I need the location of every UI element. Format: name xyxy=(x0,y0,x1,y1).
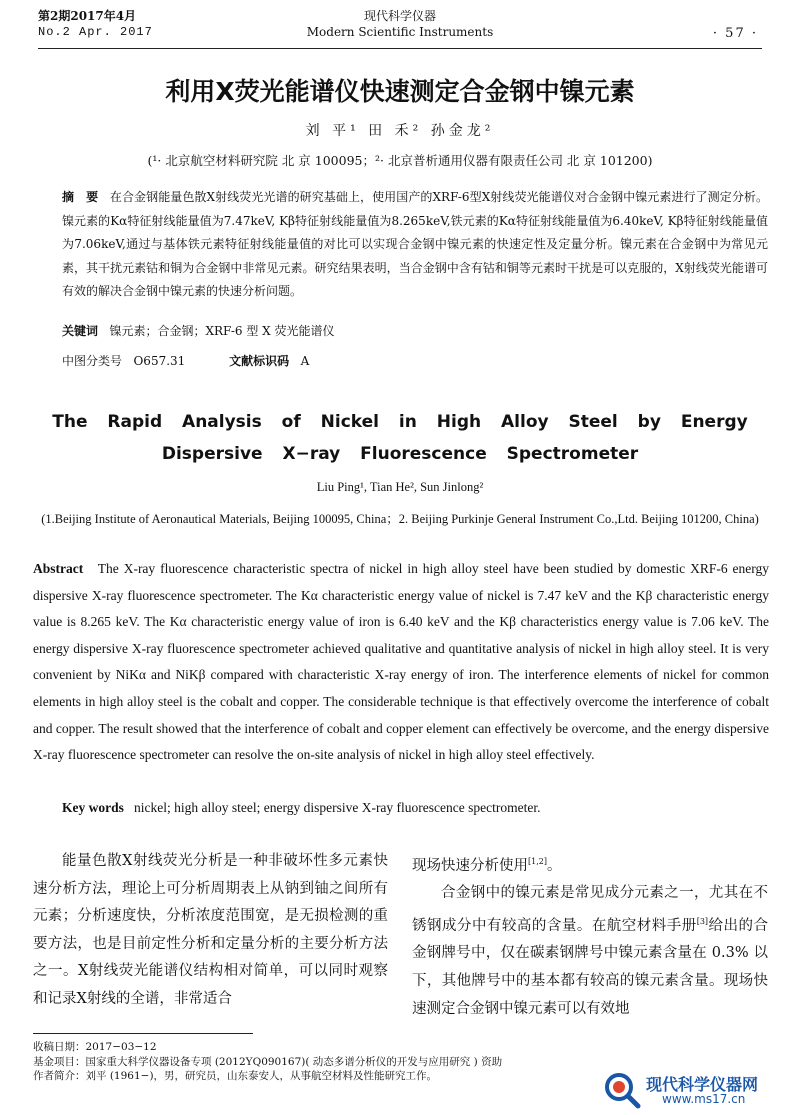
header-rule xyxy=(38,48,762,49)
footnote-rule xyxy=(33,1033,253,1034)
abstract-en-label: Abstract xyxy=(33,561,84,576)
abstract-cn xyxy=(62,186,768,304)
magnifier-logo-icon xyxy=(602,1070,642,1110)
authors-en: Liu Ping¹, Tian He², Sun Jinlong² xyxy=(316,480,484,494)
keywords-cn xyxy=(62,322,335,339)
body-right-para1 xyxy=(412,848,768,880)
page-number: · 57 · xyxy=(712,26,758,41)
abstract-en xyxy=(33,556,769,769)
affiliations-cn: (¹· 北京航空材料研究院 北 京 100095；²· 北京普析通用仪器有限责任公司 北 京 101200) xyxy=(147,153,653,168)
affiliations-en: (1.Beijing Institute of Aeronautical Materials, Beijing 100095, China；2. Beijing Purkinje General Instrument Co.,Ltd. Beijing 101200, China) xyxy=(41,512,759,526)
watermark-logo xyxy=(602,1070,792,1110)
para2-text-a: 合金钢中的镍元素是常见成分元素之一，尤其在不锈钢成分中有较高的含量。在航空材料手册 xyxy=(412,885,768,934)
ref-3: [3] xyxy=(696,917,709,927)
watermark-url: www.ms17.cn xyxy=(662,1092,746,1106)
header-issue xyxy=(38,8,153,40)
classification-cn xyxy=(62,352,309,369)
authors-cn: 刘 平¹ 田 禾² 孙金龙² xyxy=(305,123,495,139)
issue-cn: 第2期2017年4月 xyxy=(38,9,137,23)
keywords-cn-label: 关键词 xyxy=(62,324,99,338)
keywords-en-label: Key words xyxy=(62,800,124,815)
keywords-en-text: nickel; high alloy steel; energy dispersive X-ray fluorescence spectrometer. xyxy=(134,800,541,815)
para1-text: 现场快速分析使用 xyxy=(412,857,528,874)
clc-label: 中图分类号 xyxy=(62,354,123,368)
title-cn: 利用X荧光能谱仪快速测定合金钢中镍元素 xyxy=(165,77,635,106)
body-right-para2 xyxy=(412,880,768,1023)
title-en: The Rapid Analysis of Nickel in High Alloy Steel by Energy Dispersive X−ray Fluorescence Spectrometer xyxy=(52,412,748,464)
clc-value: O657.31 xyxy=(133,354,186,368)
abstract-cn-label: 摘 要 xyxy=(62,190,99,204)
doc-code-value: A xyxy=(300,354,310,368)
issue-en: No.2 Apr. 2017 xyxy=(38,25,153,39)
journal-en: Modern Scientific Instruments xyxy=(306,25,494,39)
header-journal xyxy=(250,8,550,40)
footnote-received: 收稿日期：2017−03−12 xyxy=(33,1041,157,1053)
para1-end: 。 xyxy=(546,857,562,874)
ref-1-2: [1,2] xyxy=(528,857,547,866)
body-right-column xyxy=(412,848,768,1023)
footnote-fund: 基金项目：国家重大科学仪器设备专项 (2012YQ090167)( 动态多谱分析仪的开发与应用研究 ) 资助 xyxy=(33,1055,503,1068)
doc-code-label: 文献标识码 xyxy=(229,354,290,368)
para2-text-b: 给出的合金钢牌号中，仅在碳素钢牌号中镍元素含量在 0.3% 以下，其他牌号中的基本都有较高的镍元素含量。现场快速测定合金钢中镍元素可以有效地 xyxy=(412,917,769,1017)
journal-cn: 现代科学仪器 xyxy=(363,9,436,23)
keywords-cn-text: 镍元素；合金钢；XRF-6 型 X 荧光能谱仪 xyxy=(109,324,335,338)
abstract-cn-text: 在合金钢能量色散X射线荧光光谱的研究基础上，使用国产的XRF-6型X射线荧光能谱仪对合金钢中镍元素进行了测定分析。镍元素的Kα特征射线能量值为7.47keV, Kβ特征射线能量值为8.265keV,铁元素的Kα特征射线能量值为6.40keV, Kβ特征射线能量值为7.06keV,通过与基体铁元素特征射线能量值的对比可以实现合金钢中镍元素的快速定性及定量分析。镍元素在合金钢中为常见元素，其干扰元素钴和铜为合金钢中非常见元素。研究结果表明，当合金钢中含有钴和铜等元素时干扰是可以克服的，X射线荧光能谱可有效的解决合金钢中镍元素的快速分析问题。 xyxy=(62,190,768,298)
watermark-text: 现代科学仪器网 xyxy=(646,1075,759,1094)
keywords-en xyxy=(62,800,540,816)
abstract-en-text: The X-ray fluorescence characteristic spectra of nickel in high alloy steel have been studied by domestic XRF-6 energy dispersive X-ray fluorescence spectrometer. The Kα characteristic energy value of nickel is 7.47 keV and the Kβ characteristic energy value is 8.265 keV. The Kα characteristic energy value of iron is 6.40 keV and the Kβ characteristics energy value is 7.06 keV. The energy dispersive X-ray fluorescence spectrometer achieved qualitative and quantitative analysis of nickel in high alloy steel. It is very convenient by NiKα and NiKβ compared with characteristic X-ray energy of iron. The interference elements of nickel for common elements in high alloy steel is the cobalt and copper. The considerable technique is that effectively overcome the interference of cobalt and copper. The result showed that the interference of cobalt and copper element can effectively be overcome, and the energy dispersive X-ray fluorescence spectrometer can resolve the on-site analysis of nickel in high alloy steel effectively. xyxy=(33,561,769,763)
footnotes xyxy=(33,1040,502,1084)
footnote-author: 作者简介：刘平 (1961−)，男，研究员，山东泰安人，从事航空材料及性能研究工作。 xyxy=(33,1070,438,1082)
body-left-column: 能量色散X射线荧光分析是一种非破坏性多元素快速分析方法，理论上可分析周期表上从钠到铀之间所有元素；分析速度快，分析浓度范围宽，是无损检测的重要方法，也是目前定性分析和定量分析的主要分析方法之一。X射线荧光能谱仪结构相对简单，可以同时观察和记录X射线的全谱，非常适合 xyxy=(33,853,388,1007)
